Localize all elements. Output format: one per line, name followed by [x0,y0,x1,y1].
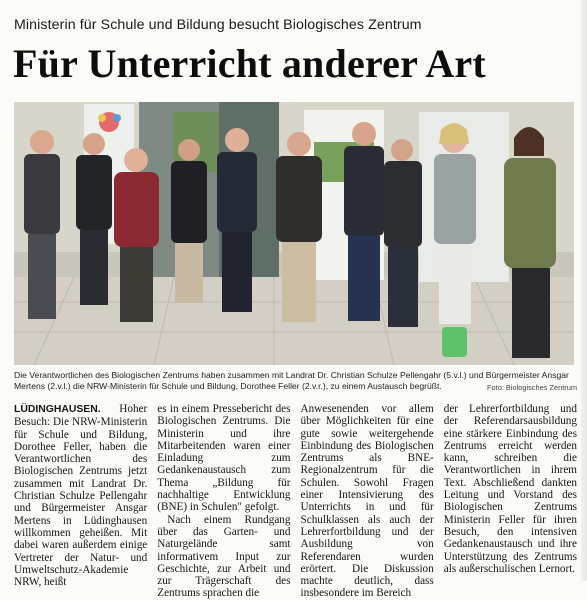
column-4-text: der Lehrerfortbildung und der Referendarsausbildung eine stärkere Einbindung des Zentrums erreicht werden kann, schreiben die Verantwortlichen in ihrem Text. Abschließend dankten Leitung und Vorstand des Biologischen Zentrums Ministerin Feller für ihren Besuch, den intensiven Gedankenaustausch und ihre Unterstützung des Zentrums als außerschulischen Lernort. [443,403,577,575]
article-column-4 [444,403,577,578]
column-1-text: Hoher Besuch: Die NRW-Ministerin für Schule und Bildung, Dorothee Feller, haben die Verantwortlichen des Biologischen Zentrums jetzt zusammen mit Landrat Dr. Christian Schulze Pellengahr und Bürgermeister Ansgar Mertens in Lüdinghausen willkommen geheißen. Mit dabei waren außerdem einige Vertreter der Natur- und Umweltschutz-Akademie NRW, heißt [14,403,148,589]
column-2-paragraph-2: Nach einem Rundgang über das Garten- und Naturgelände samt informativem Input zur Geschichte, zur Arbeit und zur Trägerschaft des Zentrums sprachen die [157,513,291,600]
group-photo [14,102,574,365]
caption-text: Die Verantwortlichen des Biologischen Zentrums haben zusammen mit Landrat Dr. Christian Schulze Pellengahr (5.v.l.) und Bürgermeister Ansgar Mertens (2.v.l.) die NRW-Ministerin für Schule und Bildung, Dorothee Feller (2.v.r.), zu einem Austausch begrüßt. [14,370,569,391]
photo-credit: Foto: Biologisches Zentrum [487,383,577,392]
photo-caption [14,370,577,393]
article-kicker: Ministerin für Schule und Bildung besucht Biologisches Zentrum [14,17,422,33]
article-headline: Für Unterricht anderer Art [13,41,486,86]
article-body [14,403,577,600]
column-3-text: Anwesenenden vor allem über Möglichkeiten für eine gute sowie weitergehende Einbindung des Biologischen Zentrums als BNE-Regionalzentrum für die Schulen. Sowohl Fragen einer Intensivierung des Unterrichts in und für Schulklassen als auch der Lehrerfortbildung und der Ausbildung von Referendaren wurden erörtert. Die Diskussion machte deutlich, dass insbesondere im Bereich [300,403,434,600]
page-edge [581,0,587,581]
article-column-3 [300,403,434,600]
column-2-paragraph-1: es in einem Pressebericht des Biologischen Zentrums. Die Ministerin und ihre Mitarbeitenden waren einer Einladung zum Gedankenaustausch zum Thema „Bildung für nachhaltige Entwicklung (BNE) in Schulen" gefolgt. [157,403,291,514]
article-column-2 [157,403,291,600]
group-photo-illustration [14,102,574,365]
article-column-1 [14,403,148,589]
dateline: LÜDINGHAUSEN. [14,404,101,415]
